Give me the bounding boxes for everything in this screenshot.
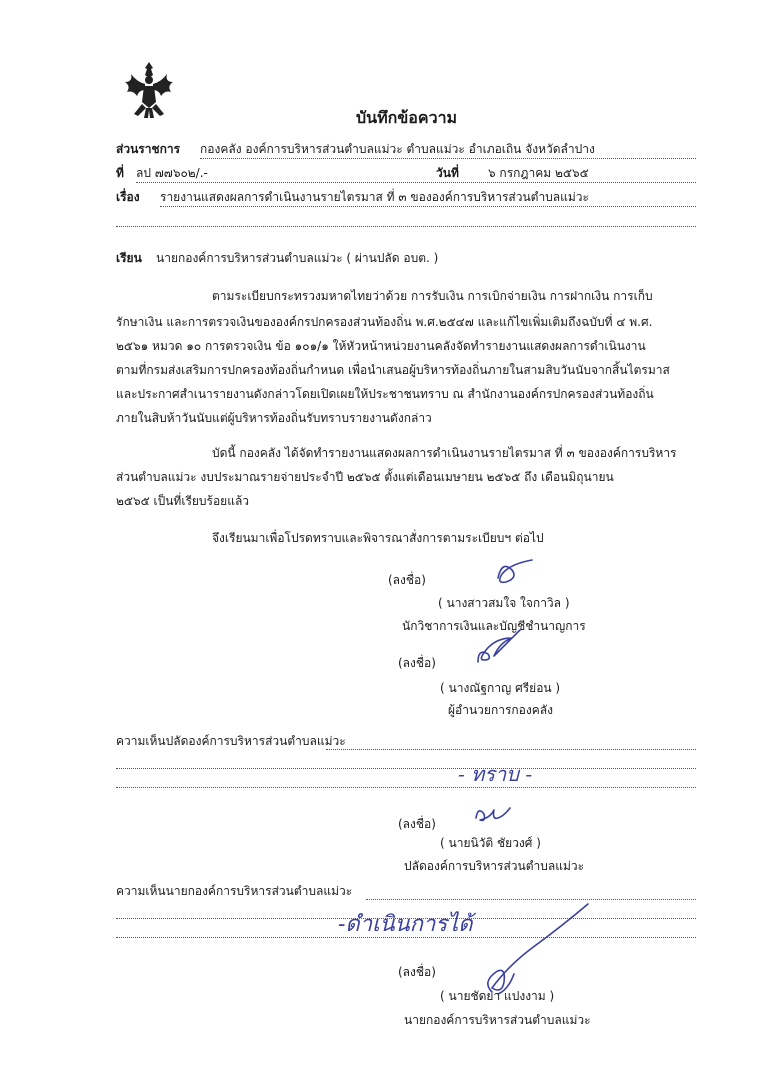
subject-label: เรื่อง — [116, 190, 140, 204]
para1-line-3: ๒๕๖๑ หมวด ๑๐ การตรวจเงิน ข้อ ๑๐๑/๑ ให้หัวหน้าหน่วยงานคลังจัดทำรายงานแสดงผลการดำเนินงาน — [116, 339, 646, 353]
ref-dotted-line — [136, 182, 696, 183]
signature-3-position: ปลัดองค์การบริหารส่วนตำบลแม่วะ — [404, 859, 585, 873]
ref-value: ลป ๗๗๖๐๒/.- — [136, 166, 208, 180]
deputy-opinion-line-1 — [326, 749, 696, 750]
separator-line — [116, 226, 696, 227]
signature-3-name: ( นายนิวัติ ชัยวงศ์ ) — [440, 836, 541, 850]
deputy-opinion-label: ความเห็นปลัดองค์การบริหารส่วนตำบลแม่วะ — [116, 734, 346, 748]
closing-text: จึงเรียนมาเพื่อโปรดทราบและพิจารณาสั่งการตามระเบียบฯ ต่อไป — [212, 531, 544, 545]
para2-line-2: ส่วนตำบลแม่วะ งบประมาณรายจ่ายประจำปี ๒๕๖๕ ตั้งแต่เดือนเมษายน ๒๕๖๕ ถึง เดือนมิถุนายน — [116, 470, 614, 484]
deputy-opinion-line-2 — [116, 768, 696, 769]
salutation-value: นายกองค์การบริหารส่วนตำบลแม่วะ ( ผ่านปลัด อบต. ) — [156, 251, 439, 265]
deputy-opinion-line-3 — [116, 787, 696, 788]
signature-1-mark — [492, 556, 548, 592]
para2-line-1: บัดนี้ กองคลัง ได้จัดทำรายงานแสดงผลการดำเนินงานรายไตรมาส ที่ ๓ ขององค์การบริหาร — [212, 446, 677, 460]
org-label: ส่วนราชการ — [116, 142, 181, 156]
para1-line-2: รักษาเงิน และการตรวจเงินขององค์กรปกครองส่วนท้องถิ่น พ.ศ.๒๕๔๗ และแก้ไขเพิ่มเติมถึงฉบับที่ ๔ พ.ศ. — [116, 315, 653, 329]
date-label: วันที่ — [436, 166, 459, 180]
signature-4-name: ( นายชัดยา แปงงาม ) — [440, 989, 555, 1003]
subject-value: รายงานแสดงผลการดำเนินงานรายไตรมาส ที่ ๓ ขององค์การบริหารส่วนตำบลแม่วะ — [160, 190, 589, 204]
para1-line-6: ภายในสิบห้าวันนับแต่ผู้บริหารท้องถิ่นรับทราบรายงานดังกล่าว — [116, 411, 432, 425]
signature-1-name: ( นางสาวสมใจ ใจกาวิล ) — [438, 596, 570, 610]
signature-3-label: (ลงชื่อ) — [398, 817, 436, 831]
mayor-opinion-line-3 — [116, 937, 696, 938]
para2-line-3: ๒๕๖๕ เป็นที่เรียบร้อยแล้ว — [116, 494, 250, 508]
para1-line-1: ตามระเบียบกระทรวงมหาดไทยว่าด้วย การรับเงิน การเบิกจ่ายเงิน การฝากเงิน การเก็บ — [212, 289, 653, 303]
mayor-handwritten-opinion: -ดำเนินการได้ — [338, 912, 473, 937]
signature-2-label: (ลงชื่อ) — [398, 656, 436, 670]
date-value: ๖ กรกฎาคม ๒๕๖๕ — [488, 166, 589, 180]
signature-2-mark — [470, 628, 540, 670]
org-value: กองคลัง องค์การบริหารส่วนตำบลแม่วะ ตำบลแม่วะ อำเภอเถิน จังหวัดลำปาง — [200, 142, 595, 156]
mayor-opinion-label: ความเห็นนายกองค์การบริหารส่วนตำบลแม่วะ — [116, 884, 353, 898]
para1-line-4: ตามที่กรมส่งเสริมการปกครองท้องถิ่นกำหนด เพื่อนำเสนอผู้บริหารท้องถิ่นภายในสามสิบวันนับจากสิ้นไตรมาส — [116, 363, 670, 377]
signature-4-position: นายกองค์การบริหารส่วนตำบลแม่วะ — [404, 1013, 591, 1027]
signature-2-name: ( นางณัฐกาญ ศรีย่อน ) — [440, 681, 561, 695]
garuda-emblem-icon — [118, 58, 180, 122]
ref-label: ที่ — [116, 166, 124, 180]
signature-1-label: (ลงชื่อ) — [388, 573, 426, 587]
salutation-label: เรียน — [116, 251, 142, 265]
org-dotted-line — [200, 158, 696, 159]
deputy-handwritten-opinion: - ทราบ - — [458, 762, 533, 786]
signature-1-position: นักวิชาการเงินและบัญชีชำนาญการ — [402, 619, 586, 633]
signature-2-position: ผู้อำนวยการกองคลัง — [448, 703, 553, 717]
para1-line-5: และประกาศสำเนารายงานดังกล่าวโดยเปิดเผยให้ประชาชนทราบ ณ สำนักงานองค์กรปกครองส่วนท้องถิ่น — [116, 387, 654, 401]
signature-4-label: (ลงชื่อ) — [398, 965, 436, 979]
document-title: บันทึกข้อความ — [356, 108, 458, 127]
subject-dotted-line — [160, 206, 696, 207]
signature-3-mark — [470, 800, 518, 830]
